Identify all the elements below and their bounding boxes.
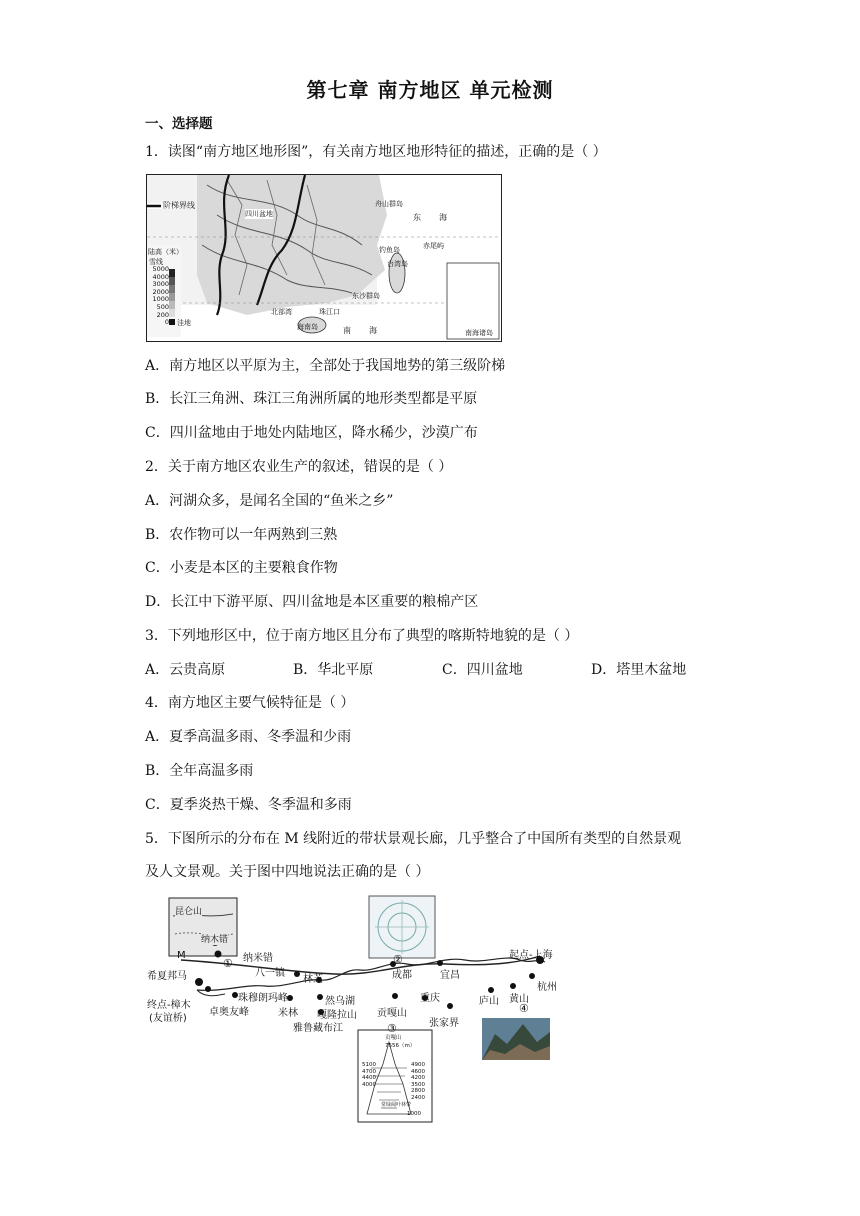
question-2-option-c: C．小麦是本区的主要粮食作物 xyxy=(145,560,338,576)
landscape-corridor-figure xyxy=(145,894,575,1126)
map-label: 钓鱼岛 xyxy=(379,246,400,254)
place-label: 成都 xyxy=(392,970,412,981)
question-1-option-b: B．长江三角洲、珠江三角洲所属的地形类型都是平原 xyxy=(145,391,478,407)
elev-tick: 0 xyxy=(164,318,169,327)
place-label: 黄山 xyxy=(509,994,529,1005)
map-snowline: 雪线 xyxy=(149,258,163,266)
circle-label-2: ② xyxy=(393,953,403,966)
zone-tick: 2800 xyxy=(411,1088,425,1094)
map-label: 东 xyxy=(413,213,421,222)
elev-tick: 3000 xyxy=(152,280,169,289)
question-1-option-a: A．南方地区以平原为主，全部处于我国地势的第三级阶梯 xyxy=(145,358,506,374)
page-title: 第七章 南方地区 单元检测 xyxy=(306,78,554,102)
circle-label-1: ① xyxy=(223,957,233,970)
question-3-option-c: C．四川盆地 xyxy=(442,662,523,678)
zone-tick: 5100 xyxy=(362,1062,376,1068)
map-label: 赤尾屿 xyxy=(423,242,444,250)
map-legend-boundary: 阶梯界线 xyxy=(163,201,195,210)
place-label: 起点-上海 xyxy=(509,950,553,961)
place-label: 宜昌 xyxy=(440,970,460,981)
zone-right-ticks xyxy=(411,1062,425,1101)
place-label: 珠穆朗玛峰 xyxy=(238,993,288,1004)
m-line-label: M xyxy=(177,950,186,961)
zone-left-ticks xyxy=(362,1062,376,1088)
map-label: 南 xyxy=(343,326,351,335)
question-2-option-d: D．长江中下游平原、四川盆地是本区重要的粮棉产区 xyxy=(145,594,479,610)
circle-label-3: ③ xyxy=(387,1022,397,1035)
place-label: 张家界 xyxy=(429,1018,459,1029)
zone-tick: 4200 xyxy=(411,1075,425,1081)
map-label: 海 xyxy=(369,326,377,335)
question-3-stem: 3．下列地形区中，位于南方地区且分布了典型的喀斯特地貌的是（ ） xyxy=(145,628,579,644)
question-1-option-c: C．四川盆地由于地处内陆地区，降水稀少，沙漠广布 xyxy=(145,425,478,441)
zone-tick: 4700 xyxy=(362,1068,376,1075)
map-elev-title: 陆高（米） xyxy=(148,248,183,256)
place-label: 终点-樟木 xyxy=(147,1000,191,1011)
elev-tick: 200 xyxy=(156,310,169,319)
place-label: 然乌湖 xyxy=(325,996,355,1007)
question-2-stem: 2．关于南方地区农业生产的叙述，错误的是（ ） xyxy=(145,459,453,475)
zone-tick: 2400 xyxy=(411,1094,425,1101)
question-5-stem-line1: 5．下图所示的分布在 M 线附近的带状景观长廊，几乎整合了中国所有类型的自然景观 xyxy=(145,831,682,847)
inset-label-namucuo: 纳木错 xyxy=(201,932,228,945)
map-label: 海南岛 xyxy=(297,323,318,331)
zone-tick: 4400 xyxy=(362,1075,376,1081)
question-5-stem-line2: 及人文景观。关于图中四地说法正确的是（ ） xyxy=(145,864,430,880)
question-2-option-b: B．农作物可以一年两熟到三熟 xyxy=(145,527,338,543)
map-label: 四川盆地 xyxy=(245,210,273,218)
zone-tick: 4900 xyxy=(411,1062,425,1068)
question-3-option-d: D．塔里木盆地 xyxy=(591,662,687,678)
map-label: 珠江口 xyxy=(319,308,340,316)
place-label: 八一镇 xyxy=(255,968,285,979)
place-label: 雅鲁藏布江 xyxy=(293,1023,343,1034)
map-label: 南海诸岛 xyxy=(465,329,493,337)
place-label: 嘎隆拉山 xyxy=(317,1010,357,1021)
map-label: 台湾岛 xyxy=(387,260,408,268)
zone-peak-name: 贡嘎山 xyxy=(385,1035,402,1041)
elev-tick: 500 xyxy=(156,302,169,311)
place-label: 卓奥友峰 xyxy=(209,1007,249,1018)
place-label: 重庆 xyxy=(420,993,440,1004)
place-label: 贡嘎山 xyxy=(377,1008,407,1019)
question-1-stem: 1．读图“南方地区地形图”，有关南方地区地形特征的描述，正确的是（ ） xyxy=(145,144,607,160)
zone-base-text: 常绿阔叶林带 xyxy=(381,1102,412,1108)
zone-peak-height: 7556（m） xyxy=(385,1043,416,1049)
zone-base-value: 1000 xyxy=(407,1111,421,1117)
map-label: 海 xyxy=(439,213,447,222)
question-4-option-c: C．夏季炎热干燥、冬季温和多雨 xyxy=(145,797,352,813)
map-label: 舟山群岛 xyxy=(375,200,403,208)
map-label: 东沙群岛 xyxy=(352,292,380,300)
question-3-option-b: B．华北平原 xyxy=(293,662,374,678)
zone-tick: 4000 xyxy=(362,1081,376,1088)
zone-tick: 4600 xyxy=(411,1068,425,1075)
elev-tick: 1000 xyxy=(152,295,169,304)
question-3-option-a: A．云贵高原 xyxy=(145,662,226,678)
map-lowland: 洼地 xyxy=(177,319,191,327)
question-4-stem: 4．南方地区主要气候特征是（ ） xyxy=(145,695,355,711)
place-label: 纳米错 xyxy=(243,953,273,964)
map-elev-ticks xyxy=(149,266,169,327)
elev-tick: 2000 xyxy=(152,287,169,296)
circle-label-4: ④ xyxy=(519,1002,529,1015)
section-heading: 一、选择题 xyxy=(145,116,213,132)
map-label: 北部湾 xyxy=(271,308,292,316)
question-2-option-a: A．河湖众多，是闻名全国的“鱼米之乡” xyxy=(145,493,394,509)
elev-tick: 5000 xyxy=(152,265,169,273)
place-label: 希夏邦马 xyxy=(147,971,187,982)
place-label: 杭州 xyxy=(537,982,557,993)
place-label: 米林 xyxy=(278,1008,298,1019)
question-4-option-b: B．全年高温多雨 xyxy=(145,763,254,779)
elev-tick: 4000 xyxy=(152,272,169,281)
south-china-terrain-map xyxy=(146,174,502,342)
zone-tick: 3500 xyxy=(411,1081,425,1088)
inset-label-kunlun: 昆仑山 xyxy=(175,904,202,917)
place-label: 林芝 xyxy=(303,974,323,985)
question-3-options xyxy=(145,659,745,679)
place-label: 庐山 xyxy=(479,996,499,1007)
question-4-option-a: A．夏季高温多雨、冬季温和少雨 xyxy=(145,729,352,745)
place-label: (友谊桥) xyxy=(149,1013,187,1024)
